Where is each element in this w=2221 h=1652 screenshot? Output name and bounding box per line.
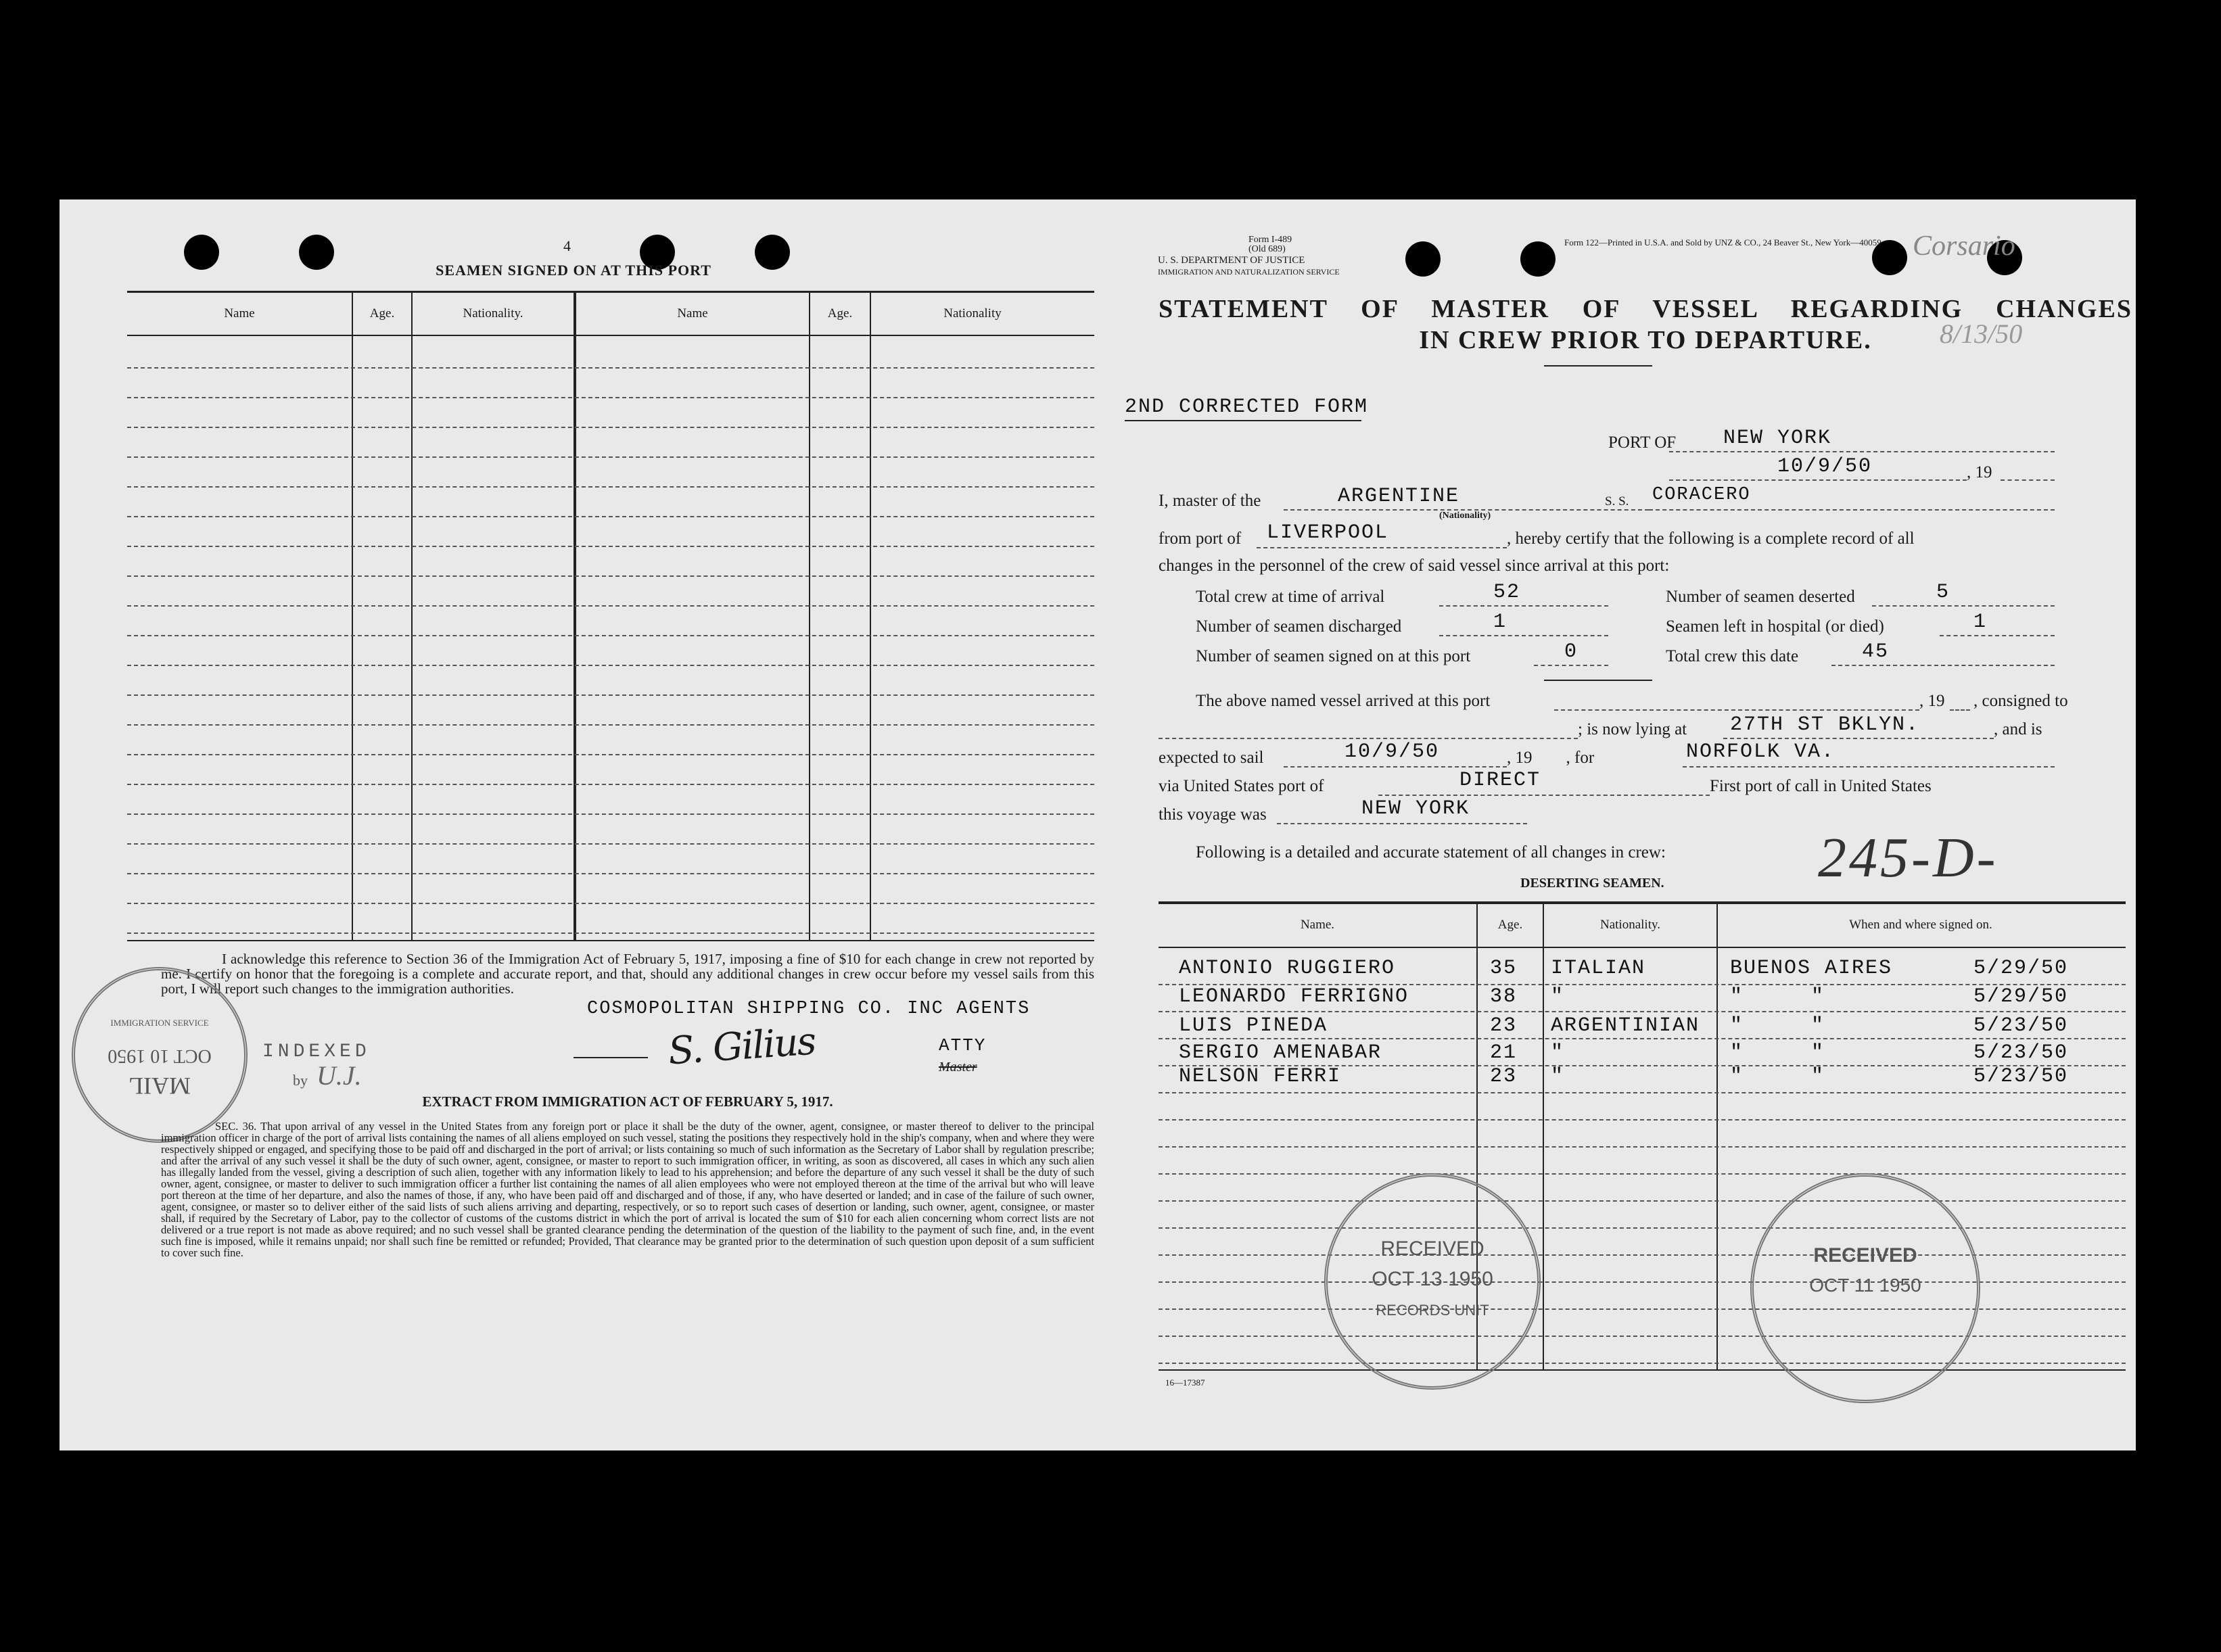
voyage-label: this voyage was [1159,805,1267,824]
empty-table-row [127,546,1094,547]
corrected-note-underline [1125,420,1361,421]
date-value: 10/9/50 [1777,455,1873,478]
seaman-signed-on-when: 5/29/50 [1973,957,2069,980]
total-arrival-label: Total crew at time of arrival [1196,588,1385,606]
expected-sail-value: 10/9/50 [1345,740,1440,763]
table-row-line [1159,1119,2126,1120]
col-header-name: Name [677,306,708,321]
seaman-name: SERGIO AMENABAR [1179,1041,1382,1064]
via-value: DIRECT [1459,769,1541,792]
master-struck-label: Master [939,1060,977,1075]
col-header-age: Age. [827,306,853,321]
empty-table-row [127,933,1094,934]
nationality-caption: (Nationality) [1439,511,1491,521]
column-divider [1543,903,1544,1369]
indexed-stamp: INDEXED [262,1041,371,1062]
empty-table-row [127,724,1094,726]
empty-table-row [127,516,1094,517]
acknowledgment-text: I acknowledge this reference to Section 36 of the Immigration Act of February 5, 1917, imposing a fine of $10 for each change in crew not reported by me. I certify on honor that the foregoing is a complete and accurate report, and that, should any additional changes in crew occur before my vessel sails from this port, I will report such changes to the immigration authorities. [161,951,1094,997]
received-stamp-records [1324,1173,1541,1390]
lying-line [1723,738,1994,739]
from-port-label: from port of [1159,529,1242,548]
stamp1-unit: RECORDS UNIT [1376,1302,1489,1319]
totals-rule [1544,680,1652,681]
table-row-line [1159,1308,2126,1310]
punch-hole [299,235,334,270]
table-row-line [1159,1363,2126,1364]
table-top-rule [127,291,1094,293]
hospital-value: 1 [1973,611,1988,634]
deserted-line [1872,605,2055,607]
corrected-form-note: 2ND CORRECTED FORM [1125,396,1369,419]
seaman-signed-on-where: " " [1730,1065,1825,1088]
seaman-signed-on-when: 5/29/50 [1973,985,2069,1008]
table-row-line [1159,1200,2126,1202]
seaman-signed-on-when: 5/23/50 [1973,1041,2069,1064]
table-row-line [1159,1011,2126,1012]
signature-rule [574,1057,648,1058]
handwritten-file-number: 245-D- [1818,826,1998,889]
handwritten-date: 8/13/50 [1940,318,2023,349]
table-header-rule [127,335,1094,336]
empty-table-row [127,813,1094,815]
arrived-suffix: , 19 [1919,692,1945,710]
seaman-nationality: " [1551,1065,1565,1088]
seaman-name: LUIS PINEDA [1179,1014,1328,1037]
table-row-line [1159,1227,2126,1229]
stamp1-date: OCT 13 1950 [1372,1268,1493,1290]
department: U. S. DEPARTMENT OF JUSTICE [1158,255,1305,266]
form-title-line1: STATEMENT OF MASTER OF VESSEL REGARDING CHANGES [1159,295,2132,323]
table-row-line [1159,1281,2126,1283]
port-field-line [1669,451,2055,452]
seaman-signed-on-where: " " [1730,1014,1825,1037]
nationality-value: ARGENTINE [1338,485,1460,508]
signature: S. Gilius [666,1019,817,1074]
extract-title: EXTRACT FROM IMMIGRATION ACT OF FEBRUARY 5, 1917. [422,1093,833,1110]
voyage-line [1277,823,1527,824]
and-is-label: , and is [1994,720,2042,738]
empty-table-row [127,397,1094,398]
seaman-signed-on-where: " " [1730,985,1825,1008]
indexed-initials: U.J. [317,1060,362,1091]
discharged-label: Number of seamen discharged [1196,617,1402,636]
via-label: via United States port of [1159,777,1324,795]
col-header-nationality: Nationality. [463,306,523,321]
empty-table-row [127,456,1094,458]
punch-hole [1405,241,1441,277]
empty-table-row [127,575,1094,577]
empty-table-row [127,367,1094,369]
center-divider [574,291,576,940]
table-row-line [1159,1173,2126,1175]
section-36-text: SEC. 36. That upon arrival of any vessel in the United States from any foreign port or place it shall be the duty of the owner, agent, consignee, or master thereof to deliver to the principal immigration officer in charge of the port of arrival lists containing the names of all aliens employed on such vessel, stating the positions they respectively hold in the ship's company, when and where they were respectively shipped or engaged, and specifying those to be paid off and discharged in the port of arrival; or lists containing so much of such information as the Secretary of Labor shall by regulation prescribe; and after the arrival of any such vessel it shall be the duty of such owner, agent, consignee, or master to report to such immigration officer, in writing, as soon as discovered, all cases in which any such alien has illegally landed from the vessel, giving a description of such alien, together with any information likely to lead to his apprehension; and before the departure of any such vessel it shall be the duty of such owner, agent, consignee, or master to deliver to such immigration officer a further list containing the names of all alien employees who were not employed thereon at the time of the arrival but who will leave port thereon at the time of her departure, and also the names of those, if any, who have been paid off and discharged and of those, if any, who have deserted or landed; and in case of the failure of such owner, agent, consignee, or master so to deliver either of the said lists of such aliens arriving and departing, respectively, or so to report such cases of desertion or landing, such owner, agent, consignee, or master shall, if required by the Secretary of Labor, pay to the collector of customs of the customs district in which the port of arrival is located the sum of $10 for each alien concerning whom correct lists are not delivered or a true report is not made as above required; and no such vessel shall be granted clearance pending the determination of the question of the liability to the payment of such fine, and, in the event such fine is imposed, while it remains unpaid; nor shall such fine be remitted or refunded; Provided, That clearance may be granted prior to the determination of such question upon deposit of a sum sufficient to cover such fine. [161,1120,1094,1259]
empty-table-row [127,903,1094,904]
vessel-field-line [1649,509,2055,511]
discharged-line [1439,635,1608,636]
punch-hole [184,235,219,270]
title-rule [1544,365,1652,367]
empty-table-row [127,635,1094,636]
seaman-signed-on-where: " " [1730,1041,1825,1064]
table-bottom-rule [127,940,1094,941]
column-divider [809,291,810,940]
seaman-name: NELSON FERRI [1179,1065,1342,1088]
first-port-label: First port of call in United States [1710,777,1932,795]
from-port-value: LIVERPOOL [1267,521,1389,544]
arrived-year-line [1950,709,1970,711]
desert-col-when-where: When and where signed on. [1849,918,1992,932]
hospital-label: Seamen left in hospital (or died) [1666,617,1884,636]
consignee-line [1159,738,1578,739]
total-arrival-line [1439,605,1608,607]
year-field-line [2001,479,2055,481]
deserted-value: 5 [1936,581,1950,604]
service-name: IMMIGRATION AND NATURALIZATION SERVICE [1158,267,1340,277]
table-row-line [1159,1254,2126,1256]
table-row-line [1159,1146,2126,1148]
form-old-number: (Old 689) [1248,244,1286,254]
table-row-line [1159,1038,2126,1039]
document-sheet [60,199,2136,1450]
empty-table-row [127,754,1094,755]
destination-value: NORFOLK VA. [1686,740,1836,763]
handwritten-vessel-name: Corsario [1913,231,2015,262]
seaman-nationality: ARGENTINIAN [1551,1014,1700,1037]
arrived-label: The above named vessel arrived at this port [1196,692,1491,710]
col-header-nationality: Nationality [943,306,1002,321]
deserted-label: Number of seamen deserted [1666,588,1855,606]
seaman-signed-on-when: 5/23/50 [1973,1065,2069,1088]
voyage-value: NEW YORK [1361,797,1470,820]
deserting-seamen-title: DESERTING SEAMEN. [1520,876,1664,891]
empty-table-row [127,694,1094,696]
column-divider [352,291,353,940]
empty-table-row [127,427,1094,428]
received-stamp-second [1750,1173,1980,1403]
desert-table-top-rule [1159,901,2126,904]
destination-line [1683,766,2055,768]
empty-table-row [127,605,1094,607]
seaman-age: 35 [1490,957,1518,980]
column-divider [411,291,413,940]
desert-col-nationality: Nationality. [1600,918,1660,932]
master-of-label: I, master of the [1159,492,1261,510]
following-label: Following is a detailed and accurate statement of all changes in crew: [1196,843,1666,862]
empty-table-row [127,843,1094,845]
desert-table-header-rule [1159,947,2126,948]
empty-table-row [127,486,1094,488]
printer-line: Form 122—Printed in U.S.A. and Sold by UNZ & CO., 24 Beaver St., New York—40059 [1564,237,1881,247]
for-label: , 19 , for [1507,749,1595,767]
seaman-age: 38 [1490,985,1518,1008]
seaman-nationality: ITALIAN [1551,957,1646,980]
expected-sail-line [1284,766,1507,768]
discharged-value: 1 [1493,611,1507,634]
table-row-line [1159,1336,2126,1337]
certify-text: , hereby certify that the following is a complete record of all [1507,529,1915,548]
port-value: NEW YORK [1723,427,1832,450]
stamp2-date: OCT 11 1950 [1809,1275,1921,1296]
table-row-line [1159,1092,2126,1093]
atty-label: ATTY [939,1035,987,1056]
signed-on-label: Number of seamen signed on at this port [1196,647,1471,665]
desert-col-age: Age. [1497,918,1523,932]
signed-on-value: 0 [1564,640,1579,663]
punch-hole [1520,241,1556,277]
seaman-signed-on-when: 5/23/50 [1973,1014,2069,1037]
mail-stamp: IMMIGRATION SERVICE OCT 10 1950 MAIL [72,967,248,1143]
total-date-line [1831,665,2055,666]
form-number: Form I-489 [1248,235,1292,245]
hospital-line [1940,635,2055,636]
seaman-age: 23 [1490,1014,1518,1037]
changes-text: changes in the personnel of the crew of said vessel since arrival at this port: [1159,557,1670,575]
via-line [1378,795,1710,796]
total-date-label: Total crew this date [1666,647,1799,665]
form-title-line2: IN CREW PRIOR TO DEPARTURE. [1419,326,1872,354]
lying-value: 27TH ST BKLYN. [1730,713,1920,736]
expected-sail-label: expected to sail [1159,749,1264,767]
agent-name: COSMOPOLITAN SHIPPING CO. INC AGENTS [587,999,1031,1019]
indexed-by-label: by [293,1072,308,1089]
date-suffix: , 19 [1967,463,1992,481]
empty-table-row [127,784,1094,785]
date-field-line [1669,479,1967,481]
ss-label: S. S. [1605,494,1629,509]
col-header-name: Name [224,306,255,321]
seaman-nationality: " [1551,985,1565,1008]
col-header-age: Age. [369,306,395,321]
seaman-signed-on-where: BUENOS AIRES [1730,957,1893,980]
seaman-age: 23 [1490,1065,1518,1088]
stamp1-word: RECEIVED [1380,1237,1484,1260]
seaman-name: LEONARDO FERRIGNO [1179,985,1409,1008]
consigned-label: , consigned to [1973,692,2068,710]
desert-col-name: Name. [1300,918,1335,932]
empty-table-row [127,873,1094,874]
mail-stamp-date: OCT 10 1950 [108,1045,212,1066]
seaman-nationality: " [1551,1041,1565,1064]
seamen-signed-on-title: SEAMEN SIGNED ON AT THIS PORT [436,262,711,279]
column-divider [870,291,871,940]
total-date-value: 45 [1862,640,1890,663]
port-label: PORT OF [1608,433,1677,452]
stamp2-word: RECEIVED [1813,1244,1917,1267]
desert-table-bottom-rule [1159,1369,2126,1371]
page-number: 4 [563,237,571,254]
lying-label: ; is now lying at [1578,720,1687,738]
mail-stamp-word: MAIL [128,1072,191,1100]
total-arrival-value: 52 [1493,581,1521,604]
seaman-name: ANTONIO RUGGIERO [1179,957,1396,980]
empty-table-row [127,665,1094,666]
signed-on-line [1534,665,1608,666]
footer-code: 16—17387 [1165,1377,1205,1388]
arrived-line [1554,709,1919,711]
vessel-name: CORACERO [1652,485,1751,505]
seaman-age: 21 [1490,1041,1518,1064]
column-divider [1716,903,1718,1369]
from-port-field-line [1257,547,1507,548]
